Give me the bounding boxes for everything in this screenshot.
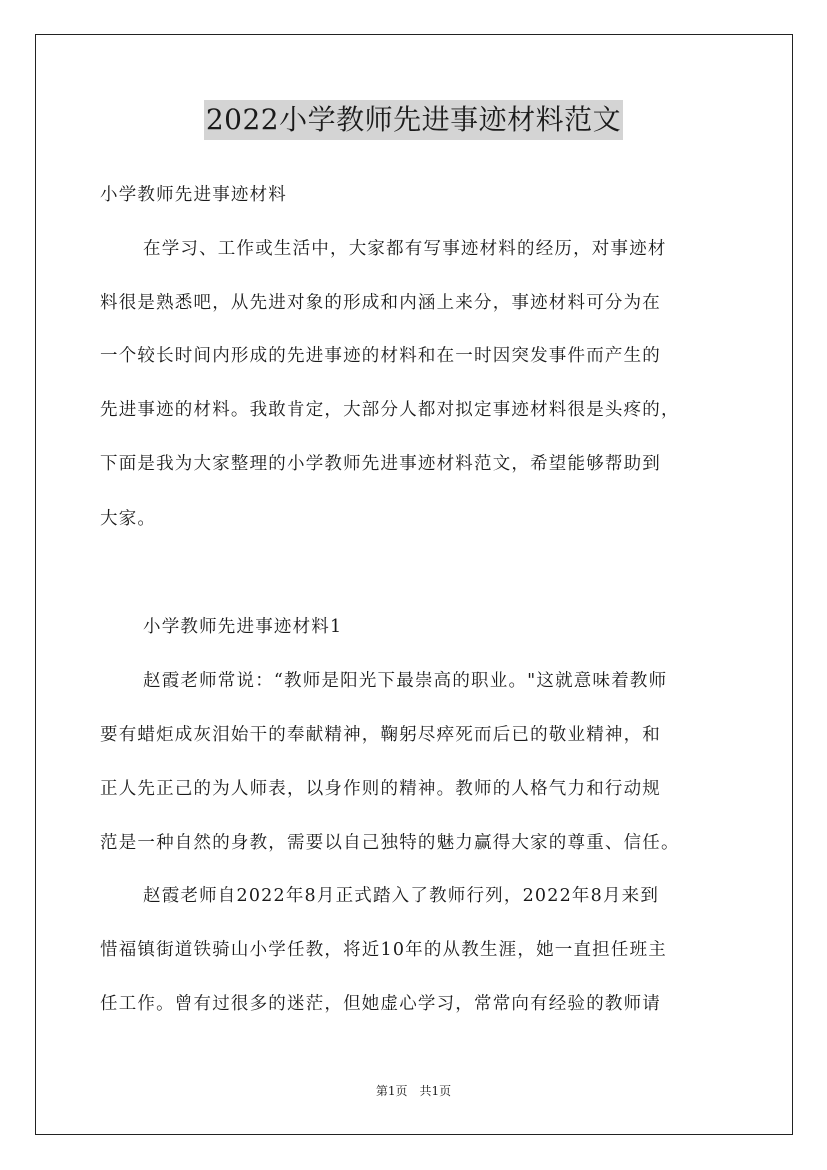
paragraph-line: 正人先正己的为人师表，以身作则的精神。教师的人格气力和行动规 [100,779,661,799]
paragraph-line: 任工作。曾有过很多的迷茫，但她虚心学习，常常向有经验的教师请 [100,994,661,1014]
section-heading: 小学教师先进事迹材料1 [143,617,343,637]
paragraph-line: 下面是我为大家整理的小学教师先进事迹材料范文，希望能够帮助到 [100,454,661,474]
paragraph-line: 要有蜡炬成灰泪始干的奉献精神，鞠躬尽瘁死而后已的敬业精神，和 [100,725,661,745]
paragraph-line: 先进事迹的材料。我敢肯定，大部分人都对拟定事迹材料很是头疼的， [100,400,680,420]
paragraph-line: 料很是熟悉吧，从先进对象的形成和内涵上来分，事迹材料可分为在 [100,293,661,313]
page-number: 第1页 共1页 [375,1084,452,1098]
paragraph-line: 一个较长时间内形成的先进事迹的材料和在一时因突发事件而产生的 [100,346,661,366]
paragraph-line: 在学习、工作或生活中，大家都有写事迹材料的经历，对事迹材 [143,239,667,259]
title-container [0,100,827,140]
paragraph-line: 赵霞老师常说：“教师是阳光下最崇高的职业。"这就意味着教师 [143,671,668,691]
paragraph-line: 大家。 [100,509,157,529]
paragraph-line: 赵霞老师自2022年8月正式踏入了教师行列，2022年8月来到 [143,886,660,906]
document-title: 2022小学教师先进事迹材料范文 [204,100,623,140]
section-heading: 小学教师先进事迹材料 [100,185,287,205]
paragraph-line: 范是一种自然的身教，需要以自己独特的魅力赢得大家的尊重、信任。 [100,833,680,853]
paragraph-line: 惜福镇街道铁骑山小学任教，将近10年的从教生涯，她一直担任班主 [100,940,667,960]
